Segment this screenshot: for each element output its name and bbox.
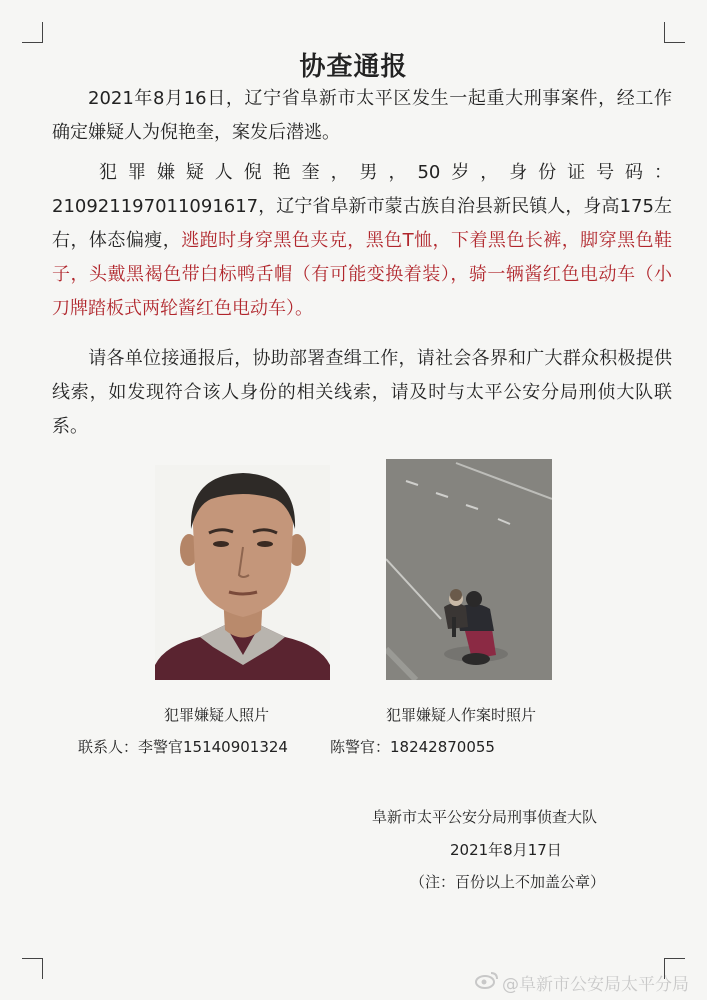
issuing-unit: 阜新市太平公安分局刑事侦查大队: [372, 808, 598, 826]
suspect-photo: [155, 465, 330, 680]
suspect-details-text: 犯罪嫌疑人倪艳奎，男，50岁，身份证号码：210921197011091617，辽宁省阜新市蒙古族自治县新民镇人，身高175左右，体态偏瘦，: [52, 162, 672, 251]
weibo-icon: [474, 970, 500, 990]
paragraph-suspect-description: [52, 156, 672, 326]
corner-mark-bottom-left: [22, 958, 43, 979]
paragraph-incident: [52, 82, 672, 150]
corner-mark-top-left: [22, 22, 43, 43]
caption-surveillance-photo: 犯罪嫌疑人作案时照片: [386, 706, 537, 724]
watermark-text: @阜新市公安局太平分局: [502, 975, 689, 995]
issue-date: 2021年8月17日: [450, 841, 562, 859]
paragraph-request: [52, 342, 672, 444]
seal-note: （注：百份以上不加盖公章）: [410, 873, 606, 891]
corner-mark-top-right: [664, 22, 685, 43]
document-title: 协查通报: [299, 52, 408, 82]
suspect-clothing-text: 逃跑时身穿黑色夹克，黑色T恤，下着黑色长裤，脚穿黑色鞋子，头戴黑褐色带白标鸭舌帽（有可能变换着装），骑一辆酱红色电动车（小刀牌踏板式两轮酱红色电动车）。: [52, 230, 672, 319]
paragraph-request-text: 请各单位接通报后，协助部署查缉工作，请社会各界和广大群众积极提供线索，如发现符合该人身份的相关线索，请及时与太平公安分局刑侦大队联系。: [52, 348, 672, 437]
contact-li: 联系人：李警官15140901324: [78, 738, 288, 756]
surveillance-photo: [386, 459, 552, 680]
caption-suspect-photo: 犯罪嫌疑人照片: [164, 706, 270, 724]
contact-chen: 陈警官：18242870055: [330, 738, 495, 756]
paragraph-incident-text: 2021年8月16日，辽宁省阜新市太平区发生一起重大刑事案件，经工作确定嫌疑人为倪艳奎，案发后潜逃。: [52, 88, 672, 143]
